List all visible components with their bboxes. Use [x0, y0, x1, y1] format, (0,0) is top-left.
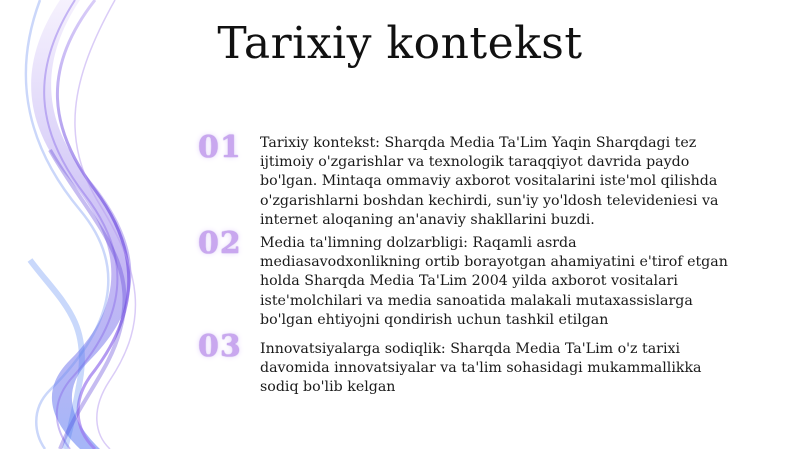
- item-text-03: Innovatsiyalarga sodiqlik: Sharqda Media Ta'Lim o'z tarixi davomida innovatsiyalar va ta'lim sohasidagi mukammallikka sodiq bo'lib kelgan: [260, 341, 702, 396]
- slide-title: Tarixiy kontekst: [217, 18, 583, 69]
- item-number-03: 03: [198, 329, 242, 364]
- item-number-02: 02: [198, 226, 242, 261]
- item-text-02: Media ta'limning dolzarbligi: Raqamli asrda mediasavodxonlikning ortib borayotgan ahamiyatini e'tirof etgan holda Sharqda Media Ta'Lim 2004 yilda axborot vositalari iste'molchilari va media sanoatida malakali mutaxassislarga bo'lgan ehtiyojni qondirish uchun tashkil etilgan: [260, 235, 728, 328]
- item-number-01: 01: [198, 130, 242, 165]
- item-text-01: Tarixiy kontekst: Sharqda Media Ta'Lim Yaqin Sharqdagi tez ijtimoiy o'zgarishlar va texnologik taraqqiyot davrida paydo bo'lgan. Mintaqa ommaviy axborot vositalarini iste'mol qilishda o'zgarishlarni boshdan kechirdi, sun'iy yo'ldosh televideniesi va internet aloqaning an'anaviy shakllarini buzdi.: [260, 135, 719, 228]
